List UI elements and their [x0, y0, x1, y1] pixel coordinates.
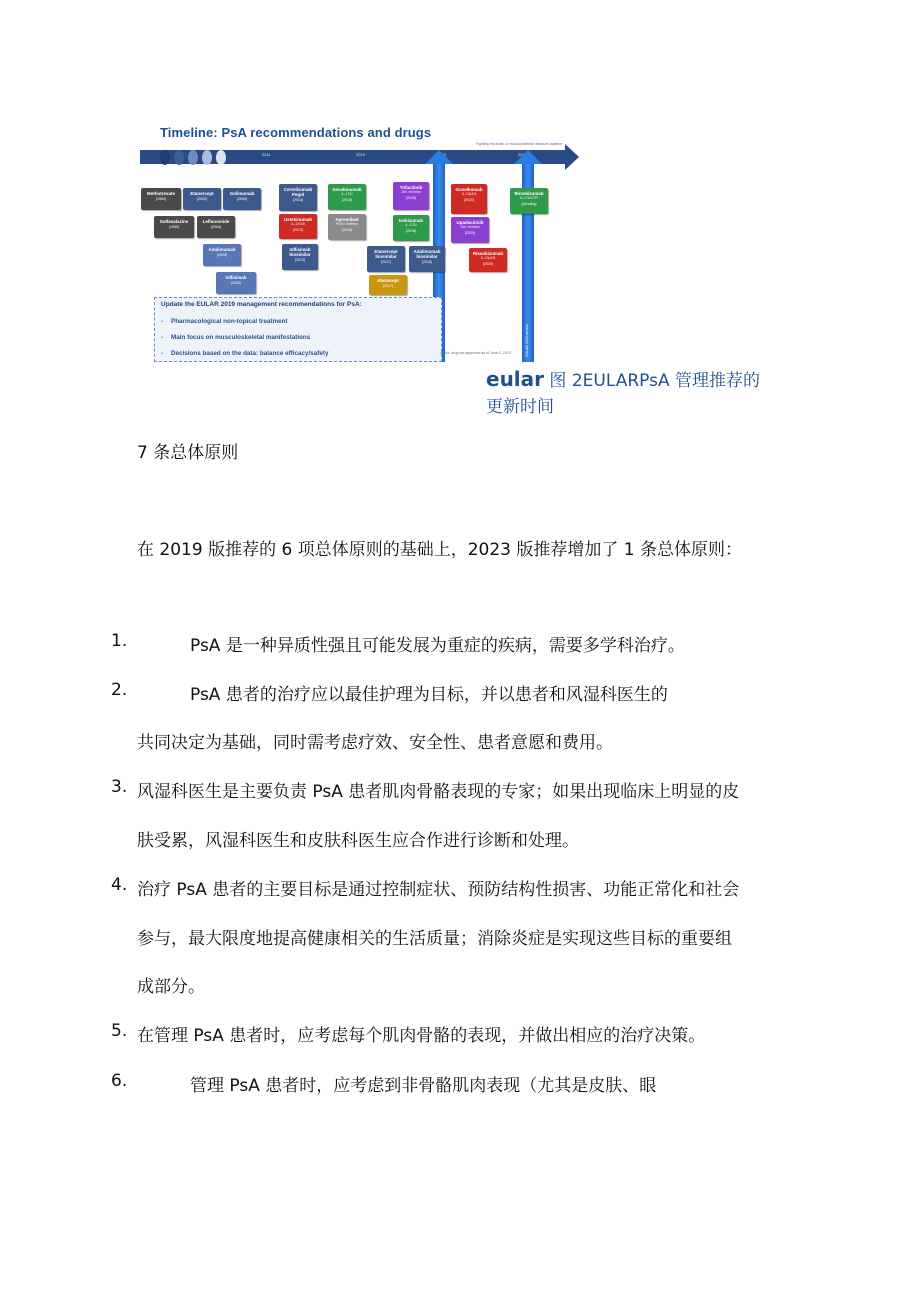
drug-box: Tofacitinib JAK inhibitor (2018) — [393, 182, 429, 210]
drug-box: Upadacitinib JAK inhibitor (2020) — [451, 217, 489, 243]
drug-box: Infliximab biosimilar (2013) — [282, 244, 318, 270]
drug-box: Secukinumab IL-17Ai (2015) — [328, 184, 366, 210]
figure-top-note: Fighting rheumatic & musculoskeletal diseases together — [476, 142, 563, 146]
timeline-figure — [140, 120, 582, 362]
marker-arrow-2019-head — [425, 150, 453, 164]
figure-footnote: Italics: drug not approved as of June 2, 2023 — [440, 351, 511, 355]
list-number: 3. — [111, 777, 128, 797]
update-bullet: - Main focus on musculoskeletal manifestations — [161, 334, 311, 341]
update-panel — [154, 297, 442, 362]
update-bullet: - Decisions based on the data: balance efficacy/safety — [161, 350, 329, 357]
list-item-text: PsA 是一种异质性强且可能发展为重症的疾病，需要多学科治疗。 — [190, 636, 685, 656]
list-item-text: 参与，最大限度地提高健康相关的生活质量；消除炎症是实现这些目标的重要组 — [137, 929, 732, 949]
figure-caption — [486, 366, 806, 420]
list-number: 6. — [111, 1071, 128, 1091]
caption-line-2: 更新时间 — [486, 397, 554, 417]
timeline-arrow-head — [565, 144, 579, 170]
drug-box: Adalimumab (2005) — [203, 244, 241, 266]
drug-box: Guselkumab IL-23p19i (2020) — [451, 184, 487, 214]
timeline-year: 2011 — [262, 152, 271, 157]
timeline-dot — [174, 150, 184, 165]
figure-title: Timeline: PsA recommendations and drugs — [160, 125, 432, 140]
list-item-text: 成部分。 — [137, 977, 205, 997]
list-item-text: 共同决定为基础，同时需考虑疗效、安全性、患者意愿和费用。 — [137, 733, 613, 753]
list-item-text: PsA 患者的治疗应以最佳护理为目标，并以患者和风湿科医生的 — [190, 685, 668, 705]
timeline-year: 2015 — [356, 152, 365, 157]
list-number: 2. — [111, 680, 128, 700]
drug-box: Adalimumab biosimilar (2018) — [409, 246, 445, 272]
section-heading: 7 条总体原则 — [137, 443, 239, 463]
drug-box: Abatacept (2017) — [369, 275, 407, 295]
drug-box: Bimekizumab IL-17A/17Fi (pending) — [510, 188, 548, 214]
marker-arrow-2023-head — [514, 150, 542, 164]
list-item-text: 在管理 PsA 患者时，应考虑每个肌肉骨骼的表现，并做出相应的治疗决策。 — [137, 1026, 706, 1046]
drug-box: Risankizumab IL-23p19i (2022) — [469, 248, 507, 272]
timeline-year: 2023 — [518, 152, 527, 157]
timeline-dot — [160, 150, 170, 165]
marker-label-2023: EULAR 2023 version — [525, 324, 529, 357]
update-heading: Update the EULAR 2019 management recommendations for PsA: — [161, 301, 362, 308]
timeline-dot — [216, 150, 226, 165]
eular-logo-text: eular — [486, 367, 545, 391]
list-number: 4. — [111, 875, 128, 895]
list-item-text: 治疗 PsA 患者的主要目标是通过控制症状、预防结构性损害、功能正常化和社会 — [137, 880, 740, 900]
drug-box: Infliximab (2005) — [216, 272, 256, 294]
drug-box: Etanercept biosimilar (2017) — [367, 246, 405, 272]
drug-box: Ustekinumab IL-12/23i (2013) — [279, 214, 317, 239]
drug-box: Apremilast PDE4 inhibitor (2015) — [328, 214, 366, 240]
timeline-year: 2019 — [437, 152, 446, 157]
intro-paragraph: 在 2019 版推荐的 6 项总体原则的基础上，2023 版推荐增加了 1 条总体原则： — [137, 540, 742, 560]
list-item-text: 肤受累，风湿科医生和皮肤科医生应合作进行诊断和处理。 — [137, 831, 579, 851]
timeline-dot — [202, 150, 212, 165]
caption-line-1: 图 2EULARPsA 管理推荐的 — [544, 371, 760, 391]
drug-box: Etanercept (2002) — [183, 188, 221, 210]
list-item-text: 管理 PsA 患者时，应考虑到非骨骼肌肉表现（尤其是皮肤、眼 — [190, 1076, 657, 1096]
timeline-dot — [188, 150, 198, 165]
list-number: 5. — [111, 1021, 128, 1041]
list-number: 1. — [111, 631, 128, 651]
drug-box: Leflunomide (2004) — [197, 216, 235, 238]
drug-box: Ixekizumab IL-17Ai (2018) — [393, 215, 429, 241]
drug-box: Certolizumab Pegol (2013) — [279, 184, 317, 211]
list-item-text: 风湿科医生是主要负责 PsA 患者肌肉骨骼表现的专家；如果出现临床上明显的皮 — [137, 782, 740, 802]
drug-box: Golimumab (2009) — [223, 188, 261, 210]
drug-box: Methotrexate (1964) — [141, 188, 181, 210]
update-bullet: - Pharmacological non-topical treatment — [161, 318, 288, 325]
drug-box: Sulfasalazine (1950) — [154, 216, 194, 238]
